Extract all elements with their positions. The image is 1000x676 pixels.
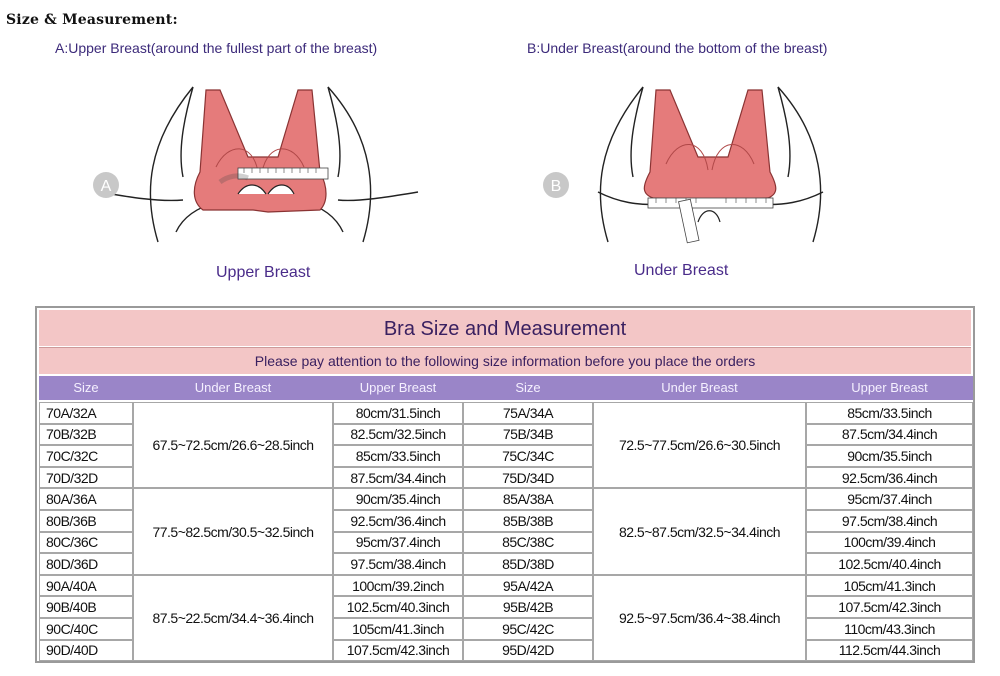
upper-breast-cell: 95cm/37.4inch [333, 532, 463, 554]
table-note: Please pay attention to the following size information before you place the orders [39, 347, 971, 374]
size-cell: 80B/36B [39, 510, 133, 532]
size-cell: 90C/40C [39, 618, 133, 640]
size-cell: 70D/32D [39, 467, 133, 489]
caption-under-breast: B:Under Breast(around the bottom of the breast) [527, 40, 828, 56]
under-breast-cell: 77.5~82.5cm/30.5~32.5inch [133, 488, 333, 574]
size-cell: 95D/42D [463, 640, 593, 662]
upper-breast-cell: 105cm/41.3inch [333, 618, 463, 640]
upper-breast-cell: 87.5cm/34.4inch [333, 467, 463, 489]
upper-breast-cell: 110cm/43.3inch [806, 618, 973, 640]
under-breast-illustration [538, 82, 878, 257]
figure-b-label: Under Breast [634, 262, 729, 279]
size-cell: 85B/38B [463, 510, 593, 532]
upper-breast-cell: 102.5cm/40.4inch [806, 553, 973, 575]
size-cell: 85D/38D [463, 553, 593, 575]
size-cell: 85A/38A [463, 488, 593, 510]
page-heading: Size & Measurement: [6, 12, 178, 28]
figure-b-letter: B [550, 178, 562, 195]
upper-breast-cell: 100cm/39.4inch [806, 532, 973, 554]
size-cell: 70B/32B [39, 424, 133, 446]
size-cell: 85C/38C [463, 532, 593, 554]
upper-breast-cell: 92.5cm/36.4inch [806, 467, 973, 489]
header-under-breast: Under Breast [593, 376, 806, 400]
size-cell: 75B/34B [463, 424, 593, 446]
size-cell: 75A/34A [463, 402, 593, 424]
upper-breast-cell: 90cm/35.4inch [333, 488, 463, 510]
upper-breast-cell: 85cm/33.5inch [806, 402, 973, 424]
header-size: Size [463, 376, 593, 400]
upper-breast-cell: 80cm/31.5inch [333, 402, 463, 424]
size-cell: 80D/36D [39, 553, 133, 575]
figure-a-label: Upper Breast [216, 264, 311, 281]
size-cell: 90A/40A [39, 575, 133, 597]
upper-breast-cell: 92.5cm/36.4inch [333, 510, 463, 532]
header-upper-breast: Upper Breast [333, 376, 463, 400]
header-size: Size [39, 376, 133, 400]
under-breast-cell: 92.5~97.5cm/36.4~38.4inch [593, 575, 806, 661]
size-cell: 95B/42B [463, 596, 593, 618]
upper-breast-cell: 107.5cm/42.3inch [333, 640, 463, 662]
header-under-breast: Under Breast [133, 376, 333, 400]
under-breast-cell: 82.5~87.5cm/32.5~34.4inch [593, 488, 806, 574]
size-cell: 70C/32C [39, 445, 133, 467]
under-breast-cell: 72.5~77.5cm/26.6~30.5inch [593, 402, 806, 488]
upper-breast-cell: 82.5cm/32.5inch [333, 424, 463, 446]
under-breast-cell: 67.5~72.5cm/26.6~28.5inch [133, 402, 333, 488]
upper-breast-cell: 105cm/41.3inch [806, 575, 973, 597]
figure-a-letter: A [100, 178, 112, 195]
upper-breast-cell: 90cm/35.5inch [806, 445, 973, 467]
size-cell: 80C/36C [39, 532, 133, 554]
upper-breast-cell: 87.5cm/34.4inch [806, 424, 973, 446]
size-cell: 70A/32A [39, 402, 133, 424]
size-table [35, 306, 975, 663]
size-cell: 90D/40D [39, 640, 133, 662]
upper-breast-illustration [88, 82, 428, 257]
table-title: Bra Size and Measurement [39, 310, 971, 346]
upper-breast-cell: 100cm/39.2inch [333, 575, 463, 597]
size-cell: 75C/34C [463, 445, 593, 467]
upper-breast-cell: 95cm/37.4inch [806, 488, 973, 510]
upper-breast-cell: 102.5cm/40.3inch [333, 596, 463, 618]
header-upper-breast: Upper Breast [806, 376, 973, 400]
upper-breast-cell: 97.5cm/38.4inch [333, 553, 463, 575]
size-cell: 75D/34D [463, 467, 593, 489]
size-cell: 95A/42A [463, 575, 593, 597]
upper-breast-cell: 107.5cm/42.3inch [806, 596, 973, 618]
size-cell: 80A/36A [39, 488, 133, 510]
under-breast-cell: 87.5~22.5cm/34.4~36.4inch [133, 575, 333, 661]
upper-breast-cell: 97.5cm/38.4inch [806, 510, 973, 532]
upper-breast-cell: 112.5cm/44.3inch [806, 640, 973, 662]
upper-breast-cell: 85cm/33.5inch [333, 445, 463, 467]
size-cell: 90B/40B [39, 596, 133, 618]
size-cell: 95C/42C [463, 618, 593, 640]
caption-upper-breast: A:Upper Breast(around the fullest part of the breast) [55, 40, 378, 56]
